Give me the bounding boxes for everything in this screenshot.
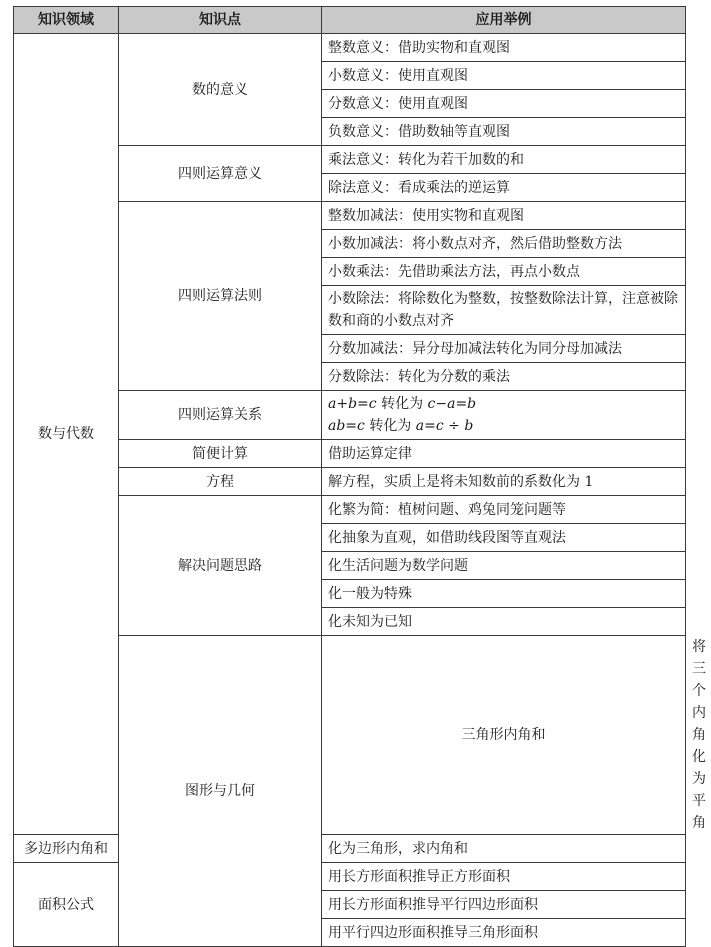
point-cell: 四则运算意义 [119, 146, 322, 202]
example-cell: 负数意义：借助数轴等直观图 [322, 118, 686, 146]
formula-cell [322, 391, 686, 440]
example-cell: 化一般为特殊 [322, 580, 686, 608]
example-cell: 化为三角形，求内角和 [322, 835, 686, 863]
example-cell: 化未知为已知 [322, 608, 686, 636]
formula-mid: 转化为 [369, 418, 412, 434]
point-cell: 方程 [119, 468, 322, 496]
example-cell: 化抽象为直观，如借助线段图等直观法 [322, 524, 686, 552]
point-cell: 三角形内角和 [322, 636, 686, 835]
point-cell: 四则运算法则 [119, 202, 322, 391]
example-cell: 除法意义：看成乘法的逆运算 [322, 174, 686, 202]
example-cell: 小数意义：使用直观图 [322, 62, 686, 90]
example-cell: 化生活问题为数学问题 [322, 552, 686, 580]
point-cell: 解决问题思路 [119, 496, 322, 636]
formula-left: a+b=c [328, 396, 377, 412]
domain-cell: 数与代数 [14, 34, 119, 835]
header-row [14, 7, 686, 34]
header-domain: 知识领域 [14, 7, 119, 34]
table-row [14, 34, 686, 62]
header-example: 应用举例 [322, 7, 686, 34]
example-cell: 用长方形面积推导平行四边形面积 [322, 891, 686, 919]
example-cell: 乘法意义：转化为若干加数的和 [322, 146, 686, 174]
domain-cell: 图形与几何 [119, 636, 322, 947]
header-point: 知识点 [119, 7, 322, 34]
formula-mid: 转化为 [381, 396, 424, 412]
point-cell: 面积公式 [14, 863, 119, 947]
example-cell: 化繁为简：植树问题、鸡兔同笼问题等 [322, 496, 686, 524]
example-cell: 小数加减法：将小数点对齐，然后借助整数方法 [322, 230, 686, 258]
point-cell: 数的意义 [119, 34, 322, 146]
example-cell: 分数除法：转化为分数的乘法 [322, 363, 686, 391]
formula-line [328, 393, 679, 415]
point-cell: 四则运算关系 [119, 391, 322, 440]
table-row: 图形与几何 三角形内角和 将三个内角化为平角 [14, 636, 686, 835]
example-cell: 整数加减法：使用实物和直观图 [322, 202, 686, 230]
example-cell: 小数除法：将除数化为整数，按整数除法计算，注意被除数和商的小数点对齐 [322, 286, 686, 335]
formula-line [328, 415, 679, 437]
example-cell: 用平行四边形面积推导三角形面积 [322, 919, 686, 947]
formula-left: ab=c [328, 418, 365, 434]
formula-right: c−a=b [427, 396, 477, 412]
example-cell: 小数乘法：先借助乘法方法，再点小数点 [322, 258, 686, 286]
example-cell: 借助运算定律 [322, 440, 686, 468]
table-row [14, 835, 686, 863]
example-cell: 用长方形面积推导正方形面积 [322, 863, 686, 891]
formula-right: a=c ÷ b [415, 418, 474, 434]
point-cell: 简便计算 [119, 440, 322, 468]
example-cell: 解方程，实质上是将未知数前的系数化为 1 [322, 468, 686, 496]
table-row [14, 863, 686, 891]
example-cell: 分数加减法：异分母加减法转化为同分母加减法 [322, 335, 686, 363]
point-cell: 多边形内角和 [14, 835, 119, 863]
knowledge-table [13, 6, 706, 947]
example-cell: 整数意义：借助实物和直观图 [322, 34, 686, 62]
example-cell: 分数意义：使用直观图 [322, 90, 686, 118]
